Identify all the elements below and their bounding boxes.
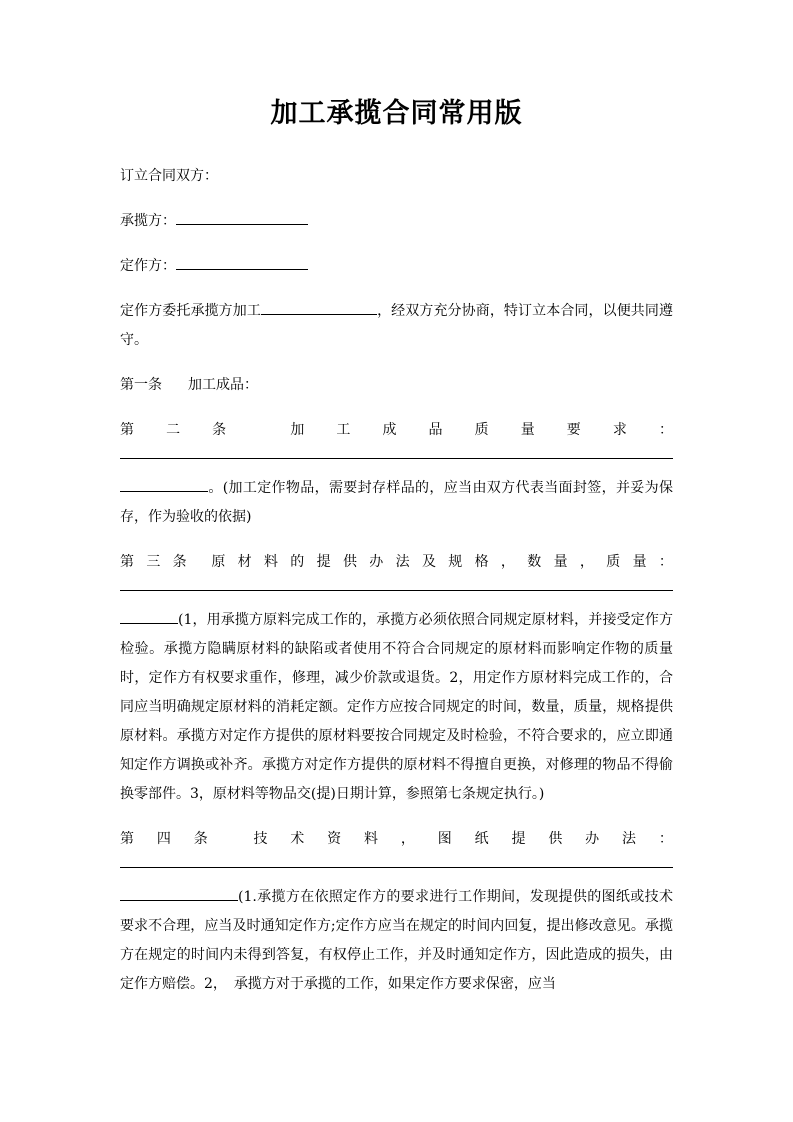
article-3-char: 的 <box>290 554 305 570</box>
article-4-blank-short <box>120 886 238 901</box>
article-1-title: 加工成品： <box>188 377 258 393</box>
article-4-heading <box>120 825 673 854</box>
contractor-label: 承揽方： <box>120 213 176 229</box>
article-2-char: 条 <box>212 422 227 438</box>
article-3-char: 料 <box>263 554 278 570</box>
contractor-line <box>120 207 673 236</box>
article-4-char: ： <box>658 831 673 847</box>
article-4-char: 法 <box>622 831 637 847</box>
article-3-char: 规 <box>448 554 463 570</box>
article-3-char: 提 <box>316 554 331 570</box>
orderer-blank <box>176 255 308 270</box>
article-4-char: 办 <box>585 831 600 847</box>
intro-text-1: 定作方委托承揽方加工 <box>120 303 261 319</box>
article-3-char: 及 <box>421 554 436 570</box>
article-3-char: 三 <box>146 554 161 570</box>
article-2-text: 。(加工定作物品，需要封存样品的，应当由双方代表当面封签，并妥为保存，作为验收的依据) <box>120 480 673 525</box>
article-2-char: 要 <box>566 422 581 438</box>
article-3-char: ， <box>500 554 515 570</box>
article-3-text: (1，用承揽方原料完成工作的，承揽方必须依照合同规定原材料，并接受定作方检验。承揽方隐瞒原材料的缺陷或者使用不符合合同规定的原材料而影响定作物的质量时，定作方有权要求重作，修理，减少价款或退货。2，用定作方原材料完成工作的，合同应当明确规定原材料的消耗定额。定作方应按合同规定的时间，数量，质量，规格提供原材料。承揽方对定作方提供的原材料要按合同规定及时检验，不符合要求的，应立即通知定作方调换或补齐。承揽方对定作方提供的原材料不得擅自更换，对修理的物品不得偷换零部件。3，原材料等物品交(提)日期计算，参照第七条规定执行。) <box>120 612 673 802</box>
intro-blank <box>261 300 377 315</box>
article-2 <box>120 416 673 532</box>
article-4-char: 资 <box>327 831 342 847</box>
article-4-char: ， <box>400 831 415 847</box>
article-3 <box>120 548 673 809</box>
article-2-char: ： <box>658 422 673 438</box>
article-3-char: 办 <box>369 554 384 570</box>
article-4-char: 供 <box>548 831 563 847</box>
article-3-char: 法 <box>395 554 410 570</box>
orderer-line <box>120 252 673 281</box>
article-2-char: 第 <box>120 422 134 438</box>
article-2-blank-line <box>120 458 673 459</box>
contractor-blank <box>176 210 308 225</box>
document-body <box>120 162 673 1015</box>
article-2-char: 求 <box>612 422 627 438</box>
intro-text-2: ，经双方充分协商，特订立本合同，以便共同遵守。 <box>120 303 673 348</box>
article-2-char: 量 <box>520 422 535 438</box>
article-3-char: 量 <box>632 554 647 570</box>
article-4-char: 条 <box>193 831 208 847</box>
article-2-heading <box>120 416 673 445</box>
article-4-text: (1.承揽方在依照定作方的要求进行工作期间，发现提供的图纸或技术要求不合理，应当及时通知定作方;定作方应当在规定的时间内回复，提出修改意见。承揽方在规定的时间内未得到答复，有权停止工作，并及时通知定作方，因此造成的损失，由定作方赔偿。2， 承揽方对于承揽的工作，如果定作方要求保密，应当 <box>120 889 673 992</box>
article-4-char: 料 <box>364 831 379 847</box>
article-4-char: 四 <box>156 831 171 847</box>
article-3-char: 材 <box>237 554 252 570</box>
article-2-char: 工 <box>336 422 351 438</box>
article-2-char: 成 <box>382 422 397 438</box>
article-4 <box>120 825 673 999</box>
article-3-blank-line <box>120 590 673 591</box>
article-4-char: 提 <box>511 831 526 847</box>
article-4-char: 图 <box>437 831 452 847</box>
article-4-char: 术 <box>290 831 305 847</box>
article-4-char: 纸 <box>474 831 489 847</box>
article-3-char: 原 <box>211 554 226 570</box>
article-3-char: 质 <box>606 554 621 570</box>
article-3-blank-short <box>120 609 178 624</box>
article-2-char: 质 <box>474 422 489 438</box>
article-4-blank-line <box>120 867 673 868</box>
orderer-label: 定作方： <box>120 258 176 274</box>
article-3-char: 第 <box>120 554 134 570</box>
article-3-char: 格 <box>474 554 489 570</box>
article-2-char: 二 <box>166 422 181 438</box>
article-3-char: 数 <box>527 554 542 570</box>
article-3-char: ， <box>579 554 594 570</box>
article-3-char: 量 <box>553 554 568 570</box>
parties-heading: 订立合同双方： <box>120 168 218 184</box>
article-4-char: 技 <box>253 831 268 847</box>
article-1-number: 第一条 <box>120 377 162 393</box>
article-4-char: 第 <box>120 831 134 847</box>
article-3-char: 供 <box>342 554 357 570</box>
article-2-char: 加 <box>290 422 305 438</box>
intro-paragraph <box>120 297 673 355</box>
article-2-blank-short <box>120 477 208 492</box>
article-2-char: 品 <box>428 422 443 438</box>
document-title: 加工承揽合同常用版 <box>270 98 523 129</box>
article-3-char: ： <box>658 554 673 570</box>
article-3-char: 条 <box>172 554 187 570</box>
article-3-heading <box>120 548 673 577</box>
article-1 <box>120 371 673 400</box>
